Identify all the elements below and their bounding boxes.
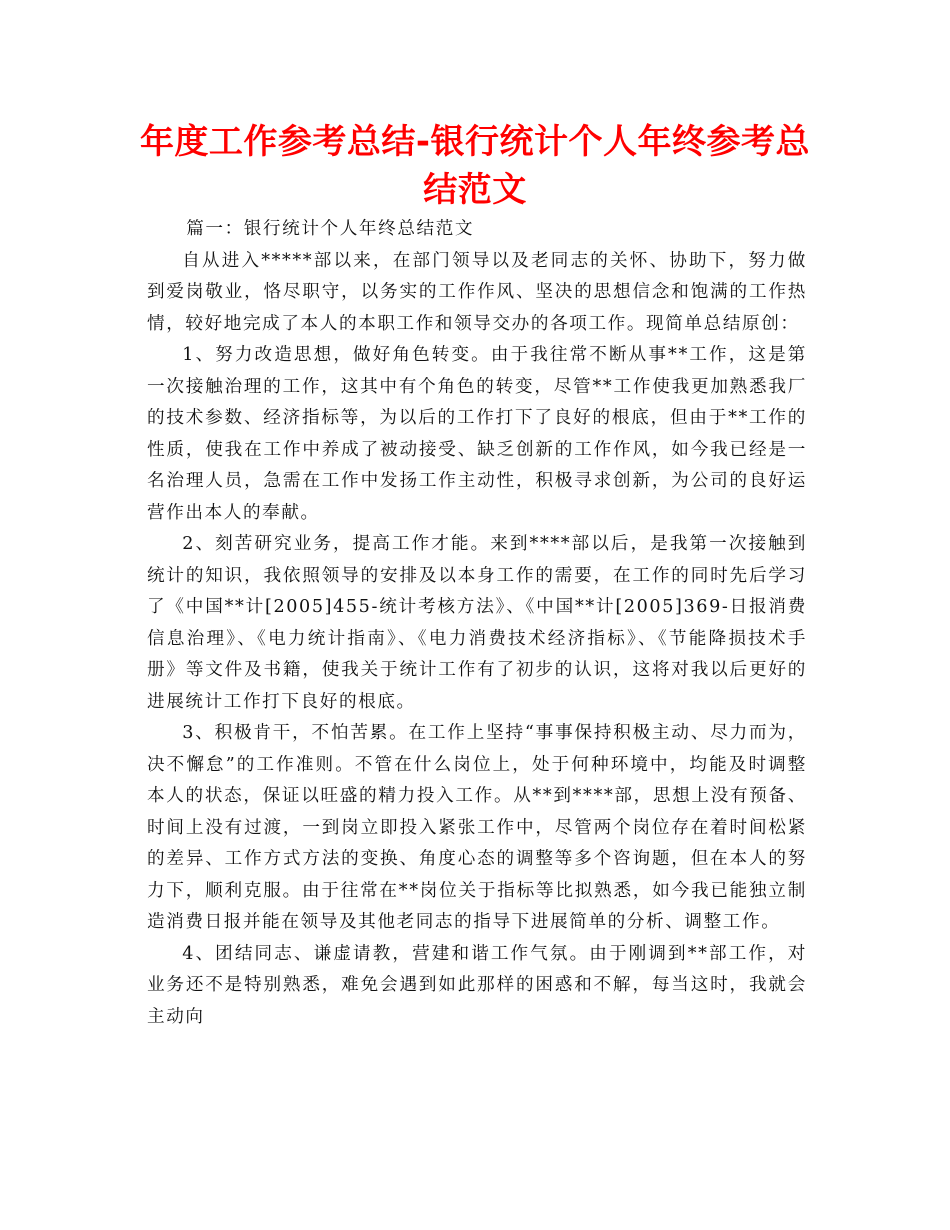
- section-heading: 篇一：银行统计个人年终总结范文: [186, 219, 475, 239]
- document-body: [147, 214, 807, 1033]
- paragraph-point-4: 4、团结同志、谦虚请教，营建和谐工作气氛。由于刚调到**部工作，对业务还不是特别熟悉，难免会遇到如此那样的困惑和不解，每当这时，我就会主动向: [147, 943, 807, 1027]
- paragraph-intro: 自从进入*****部以来，在部门领导以及老同志的关怀、协助下，努力做到爱岗敬业，恪尽职守，以务实的工作作风、坚决的思想信念和饱满的工作热情，较好地完成了本人的本职工作和领导交办的各项工作。现简单总结原创：: [147, 250, 807, 334]
- paragraph-point-2: 2、刻苦研究业务，提高工作才能。来到****部以后，是我第一次接触到统计的知识，我依照领导的安排及以本身工作的需要，在工作的同时先后学习了《中国**计[2005]455-统计考核方法》、《中国**计[2005]369-日报消费信息治理》、《电力统计指南》、《电力消费技术经济指标》、《节能降损技术手册》等文件及书籍，使我关于统计工作有了初步的认识，这将对我以后更好的进展统计工作打下良好的根底。: [147, 534, 807, 712]
- paragraph-point-3: 3、积极肯干，不怕苦累。在工作上坚持“事事保持积极主动、尽力而为，决不懈怠”的工作准则。不管在什么岗位上，处于何种环境中，均能及时调整本人的状态，保证以旺盛的精力投入工作。从**到****部，思想上没有预备、时间上没有过渡，一到岗立即投入紧张工作中，尽管两个岗位存在着时间松紧的差异、工作方式方法的变换、角度心态的调整等多个咨询题，但在本人的努力下，顺利克服。由于往常在**岗位关于指标等比拟熟悉，如今我已能独立制造消费日报并能在领导及其他老同志的指导下进展简单的分析、调整工作。: [147, 723, 807, 932]
- paragraph-point-1: 1、努力改造思想，做好角色转变。由于我往常不断从事**工作，这是第一次接触治理的工作，这其中有个角色的转变，尽管**工作使我更加熟悉我厂的技术参数、经济指标等，为以后的工作打下了良好的根底，但由于**工作的性质，使我在工作中养成了被动接受、缺乏创新的工作作风，如今我已经是一名治理人员，急需在工作中发扬工作主动性，积极寻求创新，为公司的良好运营作出本人的奉献。: [147, 345, 807, 523]
- document-title: 年度工作参考总结-银行统计个人年终参考总结范文: [139, 122, 811, 210]
